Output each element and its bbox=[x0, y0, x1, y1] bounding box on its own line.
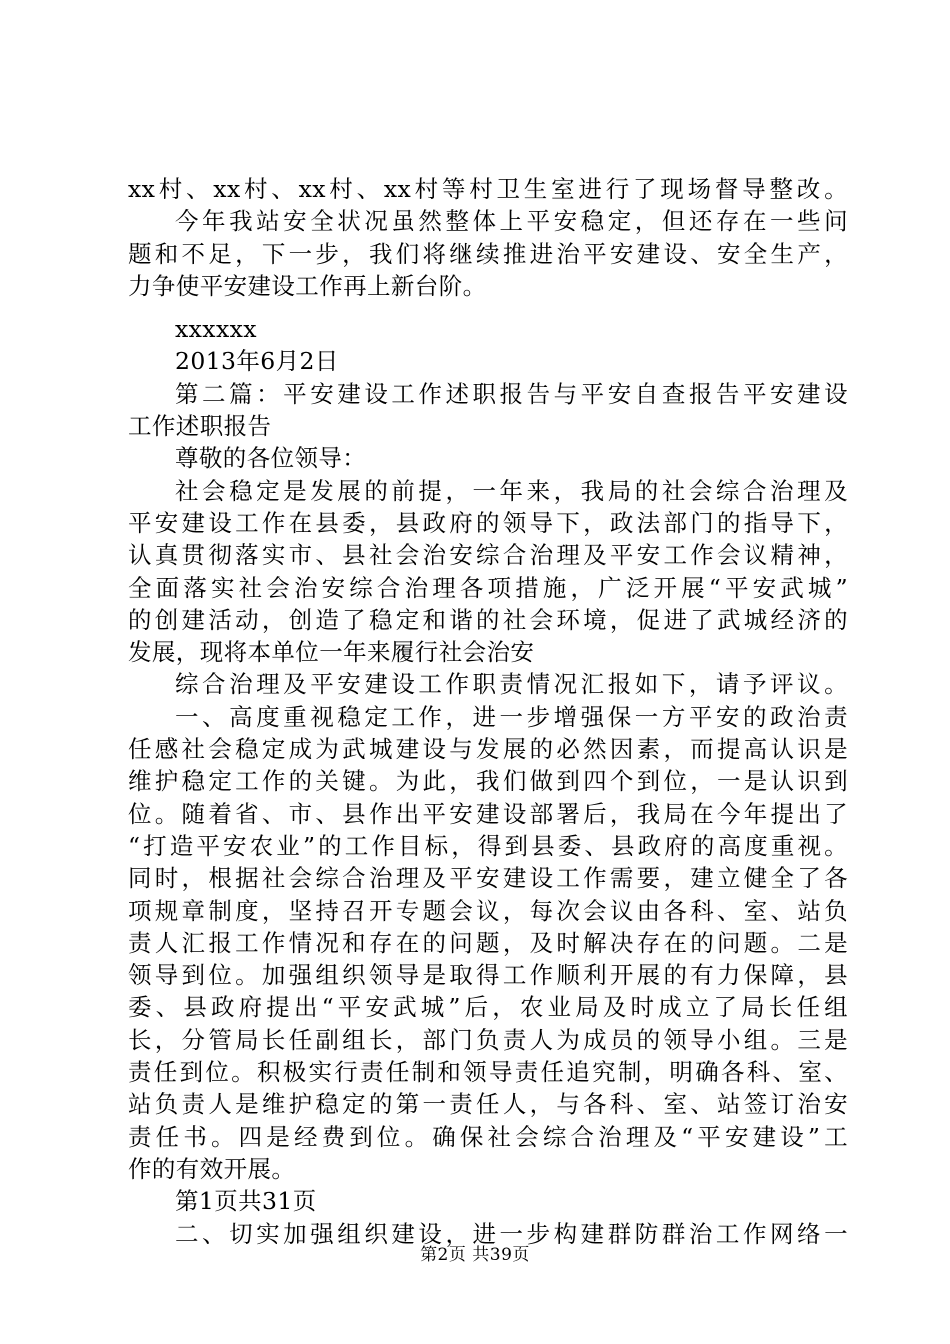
signature-name: xxxxxx bbox=[175, 315, 257, 344]
section-title-line-2: 工作述职报告 bbox=[128, 412, 272, 441]
text-line-28: 责任到位。积极实行责任制和领导责任追究制，明确各科、室、 bbox=[128, 1058, 848, 1087]
text-line-30: 责任书。四是经费到位。确保社会综合治理及“平安建设”工 bbox=[128, 1122, 848, 1151]
text-line-11: 平安建设工作在县委，县政府的领导下，政法部门的指导下， bbox=[128, 508, 848, 537]
text-line-17: 一、高度重视稳定工作，进一步增强保一方平安的政治责 bbox=[175, 702, 848, 731]
text-line-15: 发展，现将本单位一年来履行社会治安 bbox=[128, 638, 535, 667]
text-line-33: 二、切实加强组织建设，进一步构建群防群治工作网络一 bbox=[175, 1219, 848, 1248]
text-line-24: 责人汇报工作情况和存在的问题，及时解决存在的问题。二是 bbox=[128, 928, 848, 957]
text-line-19: 维护稳定工作的关键。为此，我们做到四个到位，一是认识到 bbox=[128, 767, 848, 796]
text-line-26: 委、县政府提出“平安武城”后，农业局及时成立了局长任组 bbox=[128, 993, 848, 1022]
text-line-14: 的创建活动，创造了稳定和谐的社会环境，促进了武城经济的 bbox=[128, 605, 848, 634]
text-line-18: 任感社会稳定成为武城建设与发展的必然因素，而提高认识是 bbox=[128, 735, 848, 764]
body-text bbox=[128, 173, 848, 1250]
text-line-3: 题和不足，下一步，我们将继续推进治平安建设、安全生产， bbox=[128, 239, 848, 268]
text-line-1: xx村、xx村、xx村、xx村等村卫生室进行了现场督导整改。 bbox=[128, 175, 848, 203]
text-line-21: “打造平安农业”的工作目标，得到县委、县政府的高度重视。 bbox=[128, 831, 848, 860]
text-line-22: 同时，根据社会综合治理及平安建设工作需要，建立健全了各 bbox=[128, 864, 848, 893]
text-line-25: 领导到位。加强组织领导是取得工作顺利开展的有力保障，县 bbox=[128, 961, 848, 990]
text-line-31: 作的有效开展。 bbox=[128, 1154, 296, 1183]
text-line-10: 社会稳定是发展的前提，一年来，我局的社会综合治理及 bbox=[175, 476, 848, 505]
text-line-4: 力争使平安建设工作再上新台阶。 bbox=[128, 271, 487, 300]
page-footer: 第2页 共39页 bbox=[420, 1245, 530, 1265]
text-line-27: 长，分管局长任副组长，部门负责人为成员的领导小组。三是 bbox=[128, 1025, 848, 1054]
text-line-13: 全面落实社会治安综合治理各项措施，广泛开展“平安武城” bbox=[128, 573, 848, 602]
text-line-29: 站负责人是维护稳定的第一责任人，与各科、室、站签订治安 bbox=[128, 1090, 848, 1119]
salutation: 尊敬的各位领导： bbox=[175, 444, 367, 473]
text-line-16: 综合治理及平安建设工作职责情况汇报如下，请予评议。 bbox=[175, 670, 848, 699]
text-line-20: 位。随着省、市、县作出平安建设部署后，我局在今年提出了 bbox=[128, 799, 848, 828]
inner-page-marker: 第1页共31页 bbox=[175, 1187, 317, 1216]
text-line-12: 认真贯彻落实市、县社会治安综合治理及平安工作会议精神， bbox=[128, 541, 848, 570]
text-line-2: 今年我站安全状况虽然整体上平安稳定，但还存在一些问 bbox=[175, 207, 848, 236]
signature-date: 2013年6月2日 bbox=[175, 347, 339, 376]
text-line-23: 项规章制度，坚持召开专题会议，每次会议由各科、室、站负 bbox=[128, 896, 848, 925]
section-title-line-1: 第二篇：平安建设工作述职报告与平安自查报告平安建设 bbox=[175, 379, 848, 408]
